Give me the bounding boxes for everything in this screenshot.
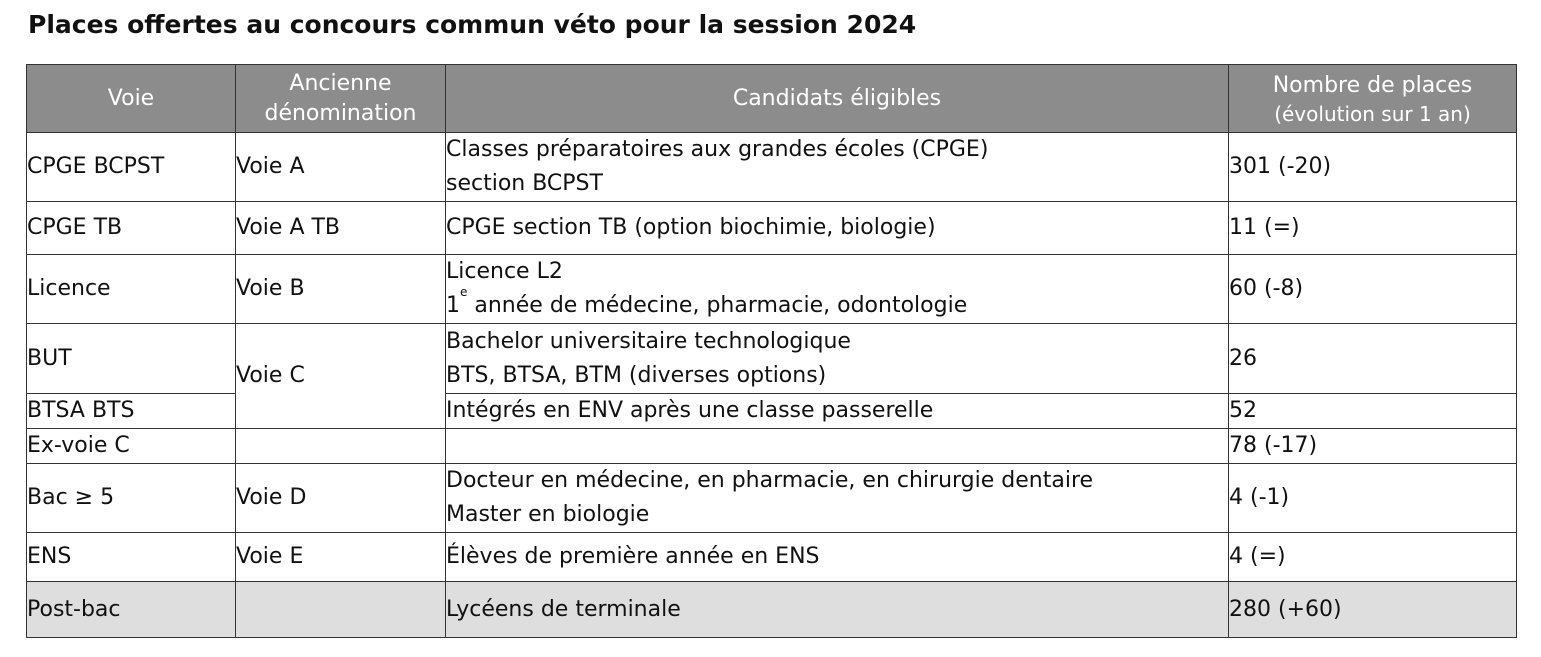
cell-places: 52	[1229, 394, 1517, 429]
cell-candidats: Licence L2 1e année de médecine, pharmacie, odontologie	[446, 255, 1229, 324]
places-table	[26, 64, 1517, 638]
cell-ancienne: Voie A	[236, 133, 446, 202]
cell-candidats: Bachelor universitaire technologique BTS, BTSA, BTM (diverses options)	[446, 324, 1229, 394]
cell-voie: ENS	[27, 533, 236, 582]
header-candidats-eligibles: Candidats éligibles	[446, 65, 1229, 133]
cell-ancienne: Voie C	[236, 324, 446, 429]
table-row	[27, 255, 1517, 324]
cell-candidats: CPGE section TB (option biochimie, biologie)	[446, 202, 1229, 255]
cell-places: 301 (-20)	[1229, 133, 1517, 202]
cell-ancienne	[236, 582, 446, 638]
table-header-row	[27, 65, 1517, 133]
cell-candidats: Lycéens de terminale	[446, 582, 1229, 638]
cell-candidats: Classes préparatoires aux grandes écoles (CPGE) section BCPST	[446, 133, 1229, 202]
cell-ancienne: Voie E	[236, 533, 446, 582]
cell-voie: BUT	[27, 324, 236, 394]
cell-voie: Bac ≥ 5	[27, 464, 236, 533]
cell-places: 4 (-1)	[1229, 464, 1517, 533]
table-row	[27, 464, 1517, 533]
cell-candidats: Docteur en médecine, en pharmacie, en chirurgie dentaire Master en biologie	[446, 464, 1229, 533]
cell-ancienne: Voie B	[236, 255, 446, 324]
cell-ancienne	[236, 429, 446, 464]
cell-places: 11 (=)	[1229, 202, 1517, 255]
cell-ancienne: Voie A TB	[236, 202, 446, 255]
table-row	[27, 202, 1517, 255]
cell-voie: Post-bac	[27, 582, 236, 638]
header-voie: Voie	[27, 65, 236, 133]
cell-voie: CPGE TB	[27, 202, 236, 255]
table-row-highlighted	[27, 582, 1517, 638]
cell-places: 60 (-8)	[1229, 255, 1517, 324]
cell-candidats: Intégrés en ENV après une classe passerelle	[446, 394, 1229, 429]
cell-candidats	[446, 429, 1229, 464]
page-title: Places offertes au concours commun véto pour la session 2024	[28, 10, 917, 39]
cell-voie: CPGE BCPST	[27, 133, 236, 202]
cell-places: 4 (=)	[1229, 533, 1517, 582]
cell-places: 78 (-17)	[1229, 429, 1517, 464]
table-row	[27, 533, 1517, 582]
table-row	[27, 324, 1517, 394]
table-row	[27, 133, 1517, 202]
cell-places: 26	[1229, 324, 1517, 394]
header-ancienne-denomination: Ancienne dénomination	[236, 65, 446, 133]
cell-ancienne: Voie D	[236, 464, 446, 533]
cell-voie: Ex-voie C	[27, 429, 236, 464]
cell-voie: BTSA BTS	[27, 394, 236, 429]
cell-candidats: Élèves de première année en ENS	[446, 533, 1229, 582]
cell-voie: Licence	[27, 255, 236, 324]
table-row	[27, 429, 1517, 464]
header-nombre-de-places: Nombre de places (évolution sur 1 an)	[1229, 65, 1517, 133]
cell-places: 280 (+60)	[1229, 582, 1517, 638]
